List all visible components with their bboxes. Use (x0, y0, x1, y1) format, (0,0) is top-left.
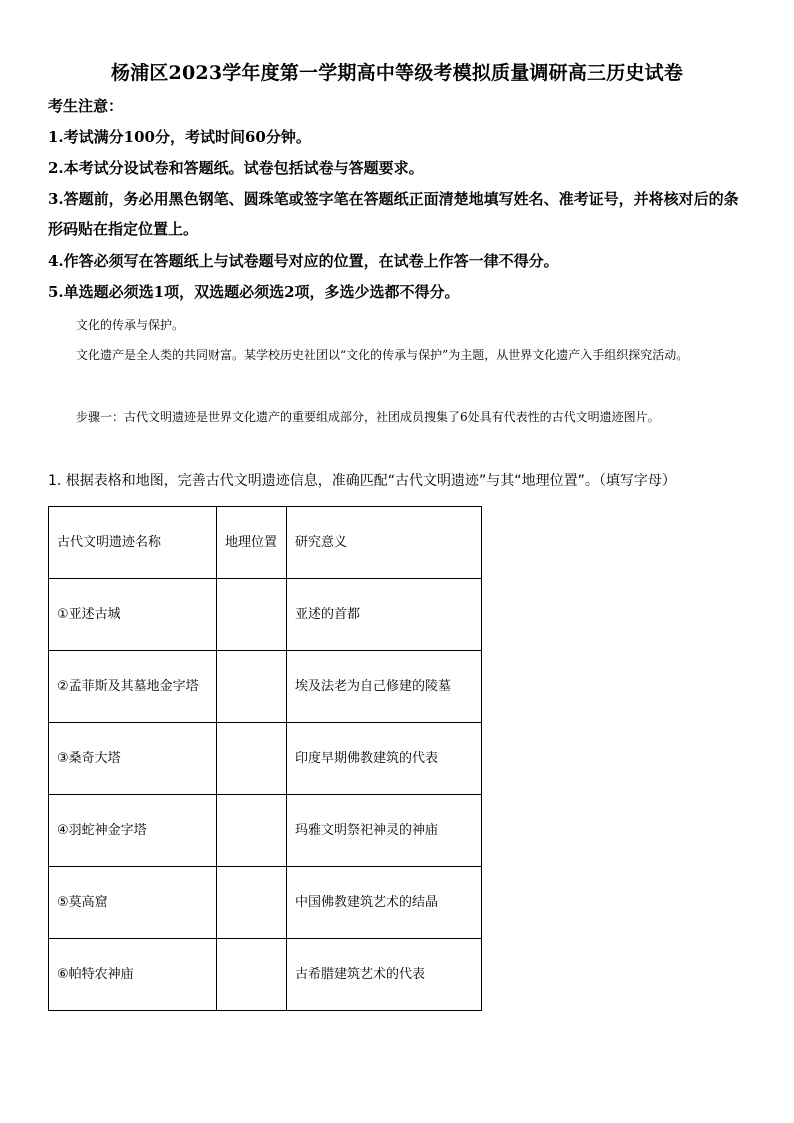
intro-paragraph: 文化遗产是全人类的共同财富。某学校历史社团以“文化的传承与保护”为主题，从世界文化遗产入手组织探究活动。 (76, 348, 689, 362)
header-location: 地理位置 (217, 507, 287, 579)
location-cell[interactable] (217, 723, 287, 795)
notice-heading: 考生注意： (48, 97, 124, 115)
table-header-row (49, 507, 482, 579)
table-row (49, 723, 482, 795)
site-name: ②孟菲斯及其墓地金字塔 (49, 651, 217, 723)
section-topic: 文化的传承与保护。 (76, 318, 185, 332)
site-name: ④羽蛇神金字塔 (49, 795, 217, 867)
header-significance: 研究意义 (287, 507, 482, 579)
location-cell[interactable] (217, 795, 287, 867)
notice-item-4: 4.作答必须写在答题纸上与试卷题号对应的位置，在试卷上作答一律不得分。 (48, 252, 559, 270)
step-one-paragraph: 步骤一：古代文明遗迹是世界文化遗产的重要组成部分，社团成员搜集了6处具有代表性的古代文明遗迹图片。 (76, 410, 660, 424)
table-row (49, 651, 482, 723)
site-name: ⑤莫高窟 (49, 867, 217, 939)
site-name: ①亚述古城 (49, 579, 217, 651)
significance-cell: 亚述的首都 (287, 579, 482, 651)
table-row (49, 867, 482, 939)
notice-item-1: 1.考试满分100分，考试时间60分钟。 (48, 128, 311, 146)
exam-title: 杨浦区2023学年度第一学期高中等级考模拟质量调研高三历史试卷 (110, 62, 684, 84)
location-cell[interactable] (217, 867, 287, 939)
header-name: 古代文明遗迹名称 (49, 507, 217, 579)
table-row (49, 795, 482, 867)
significance-cell: 印度早期佛教建筑的代表 (287, 723, 482, 795)
heritage-table (48, 506, 482, 1011)
significance-cell: 中国佛教建筑艺术的结晶 (287, 867, 482, 939)
site-name: ⑥帕特农神庙 (49, 939, 217, 1011)
notice-item-2: 2.本考试分设试卷和答题纸。试卷包括试卷与答题要求。 (48, 159, 424, 177)
table-row (49, 939, 482, 1011)
location-cell[interactable] (217, 579, 287, 651)
question-1: 1. 根据表格和地图，完善古代文明遗迹信息，准确匹配“古代文明遗迹”与其“地理位置”。（填写字母） (48, 473, 676, 489)
notice-item-5: 5.单选题必须选1项，双选题必须选2项，多选少选都不得分。 (48, 283, 460, 301)
significance-cell: 玛雅文明祭祀神灵的神庙 (287, 795, 482, 867)
significance-cell: 埃及法老为自己修建的陵墓 (287, 651, 482, 723)
location-cell[interactable] (217, 651, 287, 723)
location-cell[interactable] (217, 939, 287, 1011)
significance-cell: 古希腊建筑艺术的代表 (287, 939, 482, 1011)
site-name: ③桑奇大塔 (49, 723, 217, 795)
table-row (49, 579, 482, 651)
notice-item-3: 3.答题前，务必用黑色钢笔、圆珠笔或签字笔在答题纸正面清楚地填写姓名、准考证号，并将核对后的条形码贴在指定位置上。 (48, 190, 739, 238)
